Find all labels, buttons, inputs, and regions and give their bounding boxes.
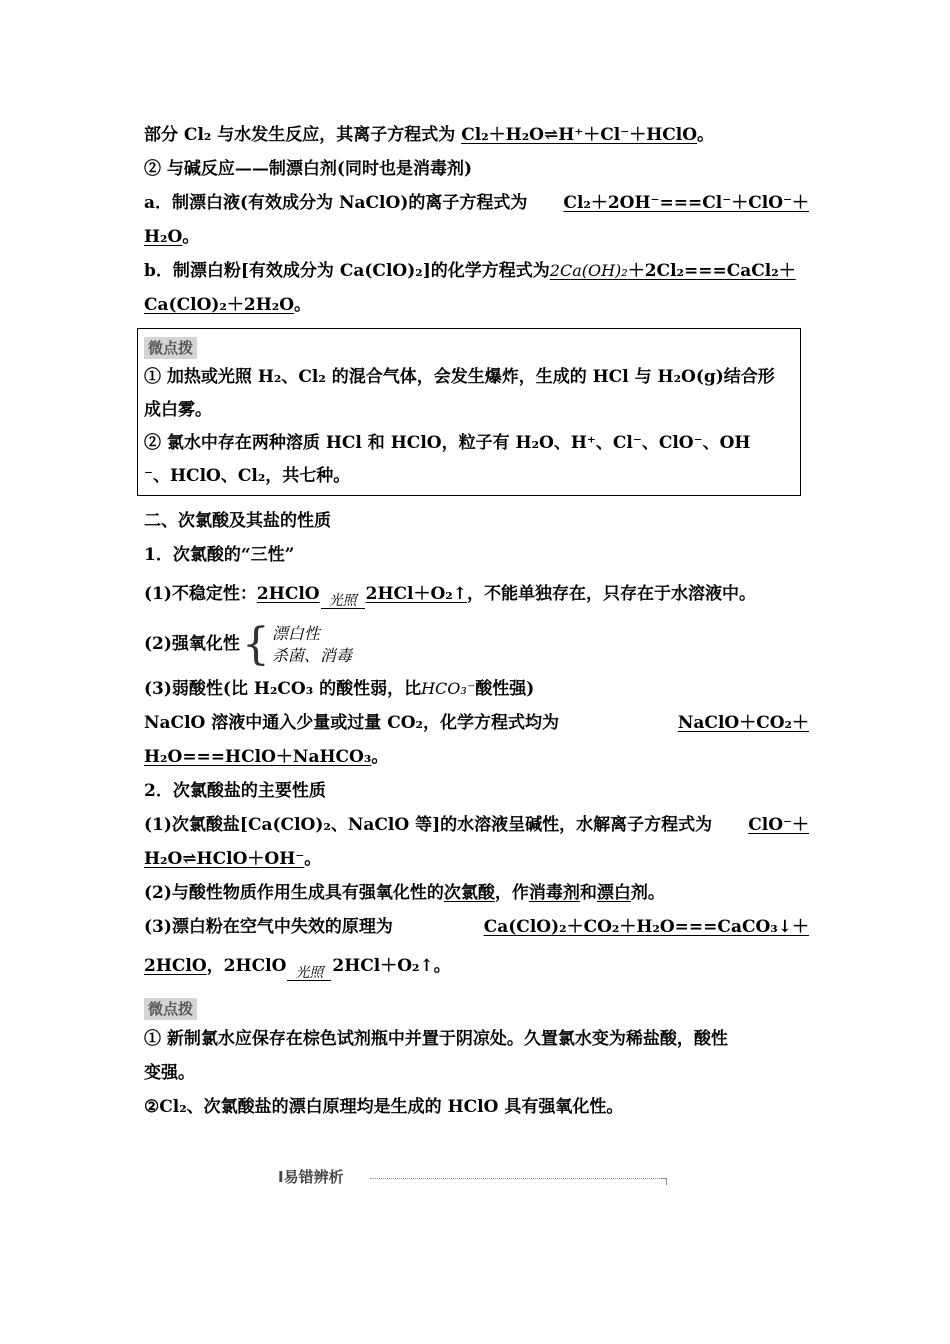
ion-formula: HCO₃⁻ — [421, 679, 476, 698]
text: ，作 — [494, 883, 529, 903]
bleach-failure-line-cont — [144, 944, 809, 988]
reaction-condition: 光照 — [328, 593, 357, 609]
document-page — [144, 118, 809, 1124]
reaction-arrow — [321, 594, 365, 609]
ionic-equation: H₂O⇌HClO＋OH⁻ — [144, 849, 305, 869]
ionic-equation: H₂O — [144, 227, 183, 247]
chemical-equation: NaClO＋CO₂＋ — [677, 713, 809, 733]
section-title: Ⅰ易错辨析 — [278, 1168, 344, 1186]
section-divider — [278, 1166, 668, 1190]
text: 。 — [182, 227, 200, 247]
formula: 2Ca(OH)₂ — [549, 261, 628, 280]
text: b．制漂白粉[有效成分为 Ca(ClO)₂]的化学方程式为 — [144, 261, 550, 281]
text: 部分 Cl₂ 与水发生反应，其离子方程式为 — [144, 125, 462, 145]
text: a．制漂白液(有效成分为 NaClO)的离子方程式为 — [144, 193, 528, 213]
tip-line: ② 氯水中存在两种溶质 HCl 和 HClO，粒子有 H₂O、H⁺、Cl⁻、ClO⁻、OH — [144, 433, 751, 453]
text: (3)漂白粉在空气中失效的原理为 — [144, 917, 393, 937]
subsection-heading: 1．次氯酸的“三性” — [144, 545, 295, 565]
hydrolysis-line — [144, 808, 809, 842]
acid-reaction-line — [144, 876, 809, 910]
tip-line: 变强。 — [144, 1063, 195, 1083]
tip-tag: 微点拨 — [144, 337, 197, 359]
arrow-bar — [287, 980, 331, 981]
rule-end — [662, 1178, 667, 1185]
products: 2HCl＋O₂↑ — [332, 956, 434, 976]
reactant: 2HClO — [256, 584, 320, 604]
bleach-failure-line — [144, 910, 809, 944]
text: 。 — [697, 125, 715, 145]
property-list — [272, 623, 352, 667]
chemical-equation: 2HClO — [144, 956, 207, 976]
chemical-equation: Ca(ClO)₂＋2H₂O — [144, 295, 295, 315]
property-brace — [240, 618, 352, 670]
text: ，不能单独存在，只存在于水溶液中。 — [467, 584, 756, 604]
property-item: 漂白性 — [271, 623, 320, 643]
tip-box-1 — [137, 328, 801, 496]
answer-blank: 次氯酸 — [443, 883, 495, 903]
text: (1)不稳定性： — [144, 584, 257, 604]
answer-blank: 漂白 — [596, 883, 631, 903]
text: ，2HClO — [206, 956, 287, 976]
tip-line: ① 加热或光照 H₂、Cl₂ 的混合气体，会发生爆炸，生成的 HCl 与 H₂O(g)结合形 — [144, 367, 775, 387]
text: 。 — [294, 295, 312, 315]
reaction-arrow — [287, 966, 331, 981]
products: 2HCl＋O₂↑ — [365, 584, 467, 604]
text: 和 — [579, 883, 597, 903]
text: (2)与酸性物质作用生成具有强氧化性的 — [144, 883, 444, 903]
chemical-equation: ＋2Cl₂===CaCl₂＋ — [627, 261, 796, 281]
tip-box-2 — [144, 992, 809, 1124]
answer-blank: 消毒剂 — [528, 883, 580, 903]
arrow-bar — [321, 608, 365, 609]
ionic-equation: ClO⁻＋ — [748, 815, 809, 835]
naclo-co2-line — [144, 706, 809, 740]
ionic-equation: Cl₂＋2OH⁻===Cl⁻＋ClO⁻＋ — [563, 193, 809, 213]
tip-line: ⁻、HClO、Cl₂，共七种。 — [144, 466, 351, 486]
naclo-co2-line-cont — [144, 740, 809, 774]
bleach-liquid-line-cont — [144, 220, 809, 254]
oxidizing-line — [144, 616, 809, 672]
text: 。 — [304, 849, 322, 869]
text: 剂。 — [630, 883, 665, 903]
tip-line: 成白雾。 — [144, 400, 212, 420]
text: 酸性强) — [475, 679, 535, 699]
alkali-reaction-heading: ② 与碱反应——制漂白剂(同时也是消毒剂) — [144, 159, 473, 179]
bleach-powder-line-cont — [144, 288, 809, 322]
bleach-liquid-line — [144, 186, 809, 220]
tip-line: ②Cl₂、次氯酸盐的漂白原理均是生成的 HClO 具有强氧化性。 — [144, 1097, 624, 1117]
subsection-heading: 2．次氯酸盐的主要性质 — [144, 781, 326, 801]
text: 。 — [371, 747, 389, 767]
text: (2)强氧化性 — [144, 634, 240, 654]
chlorine-water-reaction — [144, 118, 809, 152]
instability-line — [144, 572, 809, 616]
dotted-rule — [370, 1178, 664, 1179]
weak-acid-line — [144, 672, 809, 706]
text: (3)弱酸性(比 H₂CO₃ 的酸性弱，比 — [144, 679, 422, 699]
chemical-equation: Ca(ClO)₂＋CO₂＋H₂O===CaCO₃↓＋ — [483, 917, 809, 937]
bleach-powder-line — [144, 254, 809, 288]
section-heading: 二、次氯酸及其盐的性质 — [144, 511, 331, 531]
reaction-condition: 光照 — [295, 965, 324, 981]
ionic-equation: Cl₂＋H₂O⇌H⁺＋Cl⁻＋HClO — [461, 125, 698, 145]
text: (1)次氯酸盐[Ca(ClO)₂、NaClO 等]的水溶液呈碱性，水解离子方程式为 — [144, 815, 713, 835]
chemical-equation: H₂O===HClO＋NaHCO₃ — [144, 747, 372, 767]
text: 。 — [433, 956, 451, 976]
text: NaClO 溶液中通入少量或过量 CO₂，化学方程式均为 — [144, 713, 559, 733]
tip-tag: 微点拨 — [144, 998, 197, 1020]
tip-line: ① 新制氯水应保存在棕色试剂瓶中并置于阴凉处。久置氯水变为稀盐酸，酸性 — [144, 1029, 728, 1049]
hydrolysis-line-cont — [144, 842, 809, 876]
brace-icon: { — [241, 618, 270, 670]
property-item: 杀菌、消毒 — [271, 645, 352, 665]
